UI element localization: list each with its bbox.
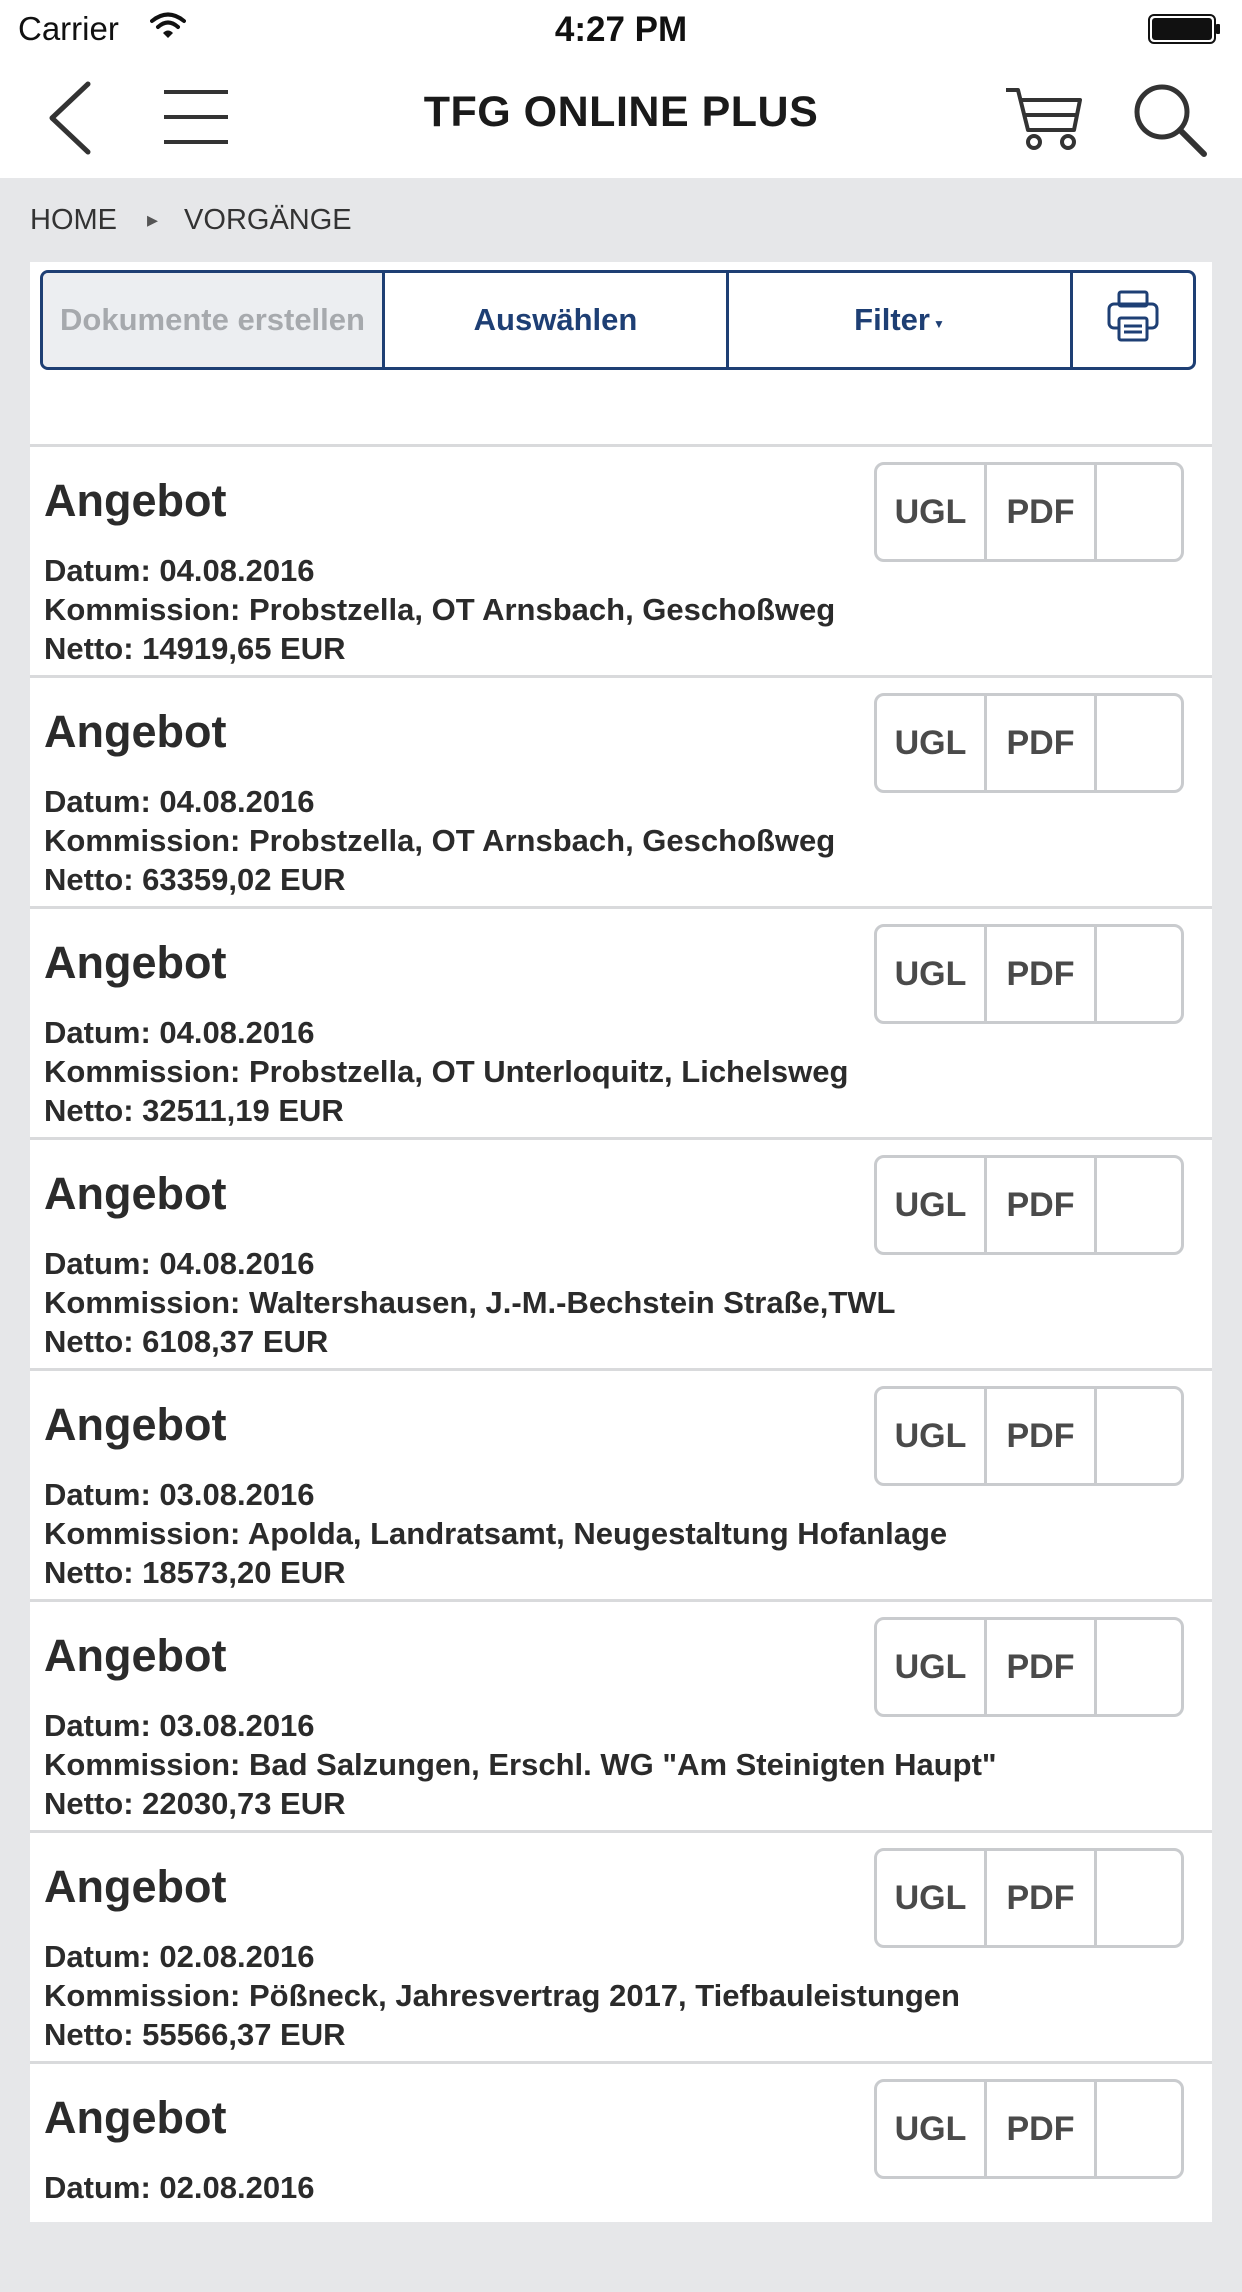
- pdf-button[interactable]: PDF: [987, 927, 1097, 1021]
- ugl-button[interactable]: UGL: [877, 1620, 987, 1714]
- doc-commission: Kommission: Probstzella, OT Arnsbach, Geschoßweg: [44, 823, 836, 858]
- nav-bar: [0, 60, 1242, 178]
- breadcrumb: [30, 200, 352, 240]
- doc-button-group: [874, 1386, 1184, 1486]
- doc-net: Netto: 55566,37 EUR: [44, 2017, 346, 2052]
- doc-button-group: [874, 1155, 1184, 1255]
- doc-date: Datum: 03.08.2016: [44, 1477, 315, 1512]
- doc-button-group: [874, 924, 1184, 1024]
- doc-type: Angebot: [44, 1168, 227, 1219]
- list-item[interactable]: [30, 444, 1212, 675]
- doc-net: Netto: 6108,37 EUR: [44, 1324, 329, 1359]
- ugl-button[interactable]: UGL: [877, 696, 987, 790]
- doc-date: Datum: 02.08.2016: [44, 2170, 315, 2205]
- filter-button[interactable]: [729, 273, 1073, 367]
- create-documents-button[interactable]: Dokumente erstellen: [43, 273, 385, 367]
- select-checkbox[interactable]: [1097, 465, 1181, 559]
- pdf-button[interactable]: PDF: [987, 1620, 1097, 1714]
- ugl-button[interactable]: UGL: [877, 2082, 987, 2176]
- select-checkbox[interactable]: [1097, 927, 1181, 1021]
- doc-button-group: [874, 693, 1184, 793]
- doc-button-group: [874, 462, 1184, 562]
- list-item[interactable]: [30, 1599, 1212, 1830]
- action-toolbar: [40, 270, 1196, 370]
- select-checkbox[interactable]: [1097, 1620, 1181, 1714]
- ugl-button[interactable]: UGL: [877, 1389, 987, 1483]
- select-checkbox[interactable]: [1097, 1158, 1181, 1252]
- content-card: [30, 262, 1212, 2222]
- select-checkbox[interactable]: [1097, 696, 1181, 790]
- doc-commission: Kommission: Pößneck, Jahresvertrag 2017, Tiefbauleistungen: [44, 1978, 960, 2013]
- ugl-button[interactable]: UGL: [877, 1851, 987, 1945]
- doc-type: Angebot: [44, 1861, 227, 1912]
- list-item[interactable]: [30, 906, 1212, 1137]
- doc-date: Datum: 04.08.2016: [44, 1246, 315, 1281]
- doc-type: Angebot: [44, 1399, 227, 1450]
- cart-icon[interactable]: [1002, 82, 1086, 158]
- doc-date: Datum: 03.08.2016: [44, 1708, 315, 1743]
- doc-net: Netto: 32511,19 EUR: [44, 1093, 344, 1128]
- doc-commission: Kommission: Bad Salzungen, Erschl. WG "Am Steinigten Haupt": [44, 1747, 997, 1782]
- doc-date: Datum: 04.08.2016: [44, 1015, 315, 1050]
- status-bar: [0, 0, 1242, 60]
- doc-date: Datum: 04.08.2016: [44, 553, 315, 588]
- doc-button-group: [874, 2079, 1184, 2179]
- list-item[interactable]: [30, 1830, 1212, 2061]
- select-checkbox[interactable]: [1097, 2082, 1181, 2176]
- breadcrumb-home[interactable]: HOME: [30, 203, 117, 236]
- ugl-button[interactable]: UGL: [877, 1158, 987, 1252]
- doc-type: Angebot: [44, 2092, 227, 2143]
- doc-commission: Kommission: Probstzella, OT Unterloquitz, Lichelsweg: [44, 1054, 849, 1089]
- battery-icon: [1148, 14, 1222, 48]
- doc-commission: Kommission: Apolda, Landratsamt, Neugestaltung Hofanlage: [44, 1516, 948, 1551]
- pdf-button[interactable]: PDF: [987, 696, 1097, 790]
- pdf-button[interactable]: PDF: [987, 1851, 1097, 1945]
- doc-commission: Kommission: Waltershausen, J.-M.-Bechstein Straße,TWL: [44, 1285, 896, 1320]
- printer-icon: [1105, 288, 1161, 352]
- carrier-label: Carrier: [18, 10, 119, 47]
- list-item[interactable]: [30, 1368, 1212, 1599]
- list-item[interactable]: [30, 675, 1212, 906]
- doc-type: Angebot: [44, 1630, 227, 1681]
- doc-type: Angebot: [44, 706, 227, 757]
- doc-net: Netto: 22030,73 EUR: [44, 1786, 346, 1821]
- list-item[interactable]: [30, 1137, 1212, 1368]
- select-button[interactable]: Auswählen: [385, 273, 729, 367]
- doc-type: Angebot: [44, 937, 227, 988]
- doc-net: Netto: 14919,65 EUR: [44, 631, 346, 666]
- doc-type: Angebot: [44, 475, 227, 526]
- doc-date: Datum: 02.08.2016: [44, 1939, 315, 1974]
- page-title: TFG ONLINE PLUS: [423, 88, 819, 136]
- pdf-button[interactable]: PDF: [987, 465, 1097, 559]
- document-list: [30, 444, 1212, 2292]
- pdf-button[interactable]: PDF: [987, 1158, 1097, 1252]
- doc-net: Netto: 18573,20 EUR: [44, 1555, 346, 1590]
- clock: 4:27 PM: [554, 10, 688, 49]
- doc-date: Datum: 04.08.2016: [44, 784, 315, 819]
- chevron-right-icon: ▸: [147, 207, 159, 232]
- breadcrumb-current: VORGÄNGE: [184, 203, 352, 236]
- list-item[interactable]: [30, 2061, 1212, 2292]
- doc-button-group: [874, 1848, 1184, 1948]
- select-checkbox[interactable]: [1097, 1389, 1181, 1483]
- select-checkbox[interactable]: [1097, 1851, 1181, 1945]
- ugl-button[interactable]: UGL: [877, 927, 987, 1021]
- print-button[interactable]: [1073, 273, 1193, 367]
- ugl-button[interactable]: UGL: [877, 465, 987, 559]
- pdf-button[interactable]: PDF: [987, 1389, 1097, 1483]
- doc-button-group: [874, 1617, 1184, 1717]
- doc-commission: Kommission: Probstzella, OT Arnsbach, Geschoßweg: [44, 592, 836, 627]
- doc-net: Netto: 63359,02 EUR: [44, 862, 346, 897]
- caret-down-icon: ▼: [932, 317, 945, 331]
- search-icon[interactable]: [1130, 80, 1210, 164]
- pdf-button[interactable]: PDF: [987, 2082, 1097, 2176]
- filter-label: Filter: [854, 302, 930, 337]
